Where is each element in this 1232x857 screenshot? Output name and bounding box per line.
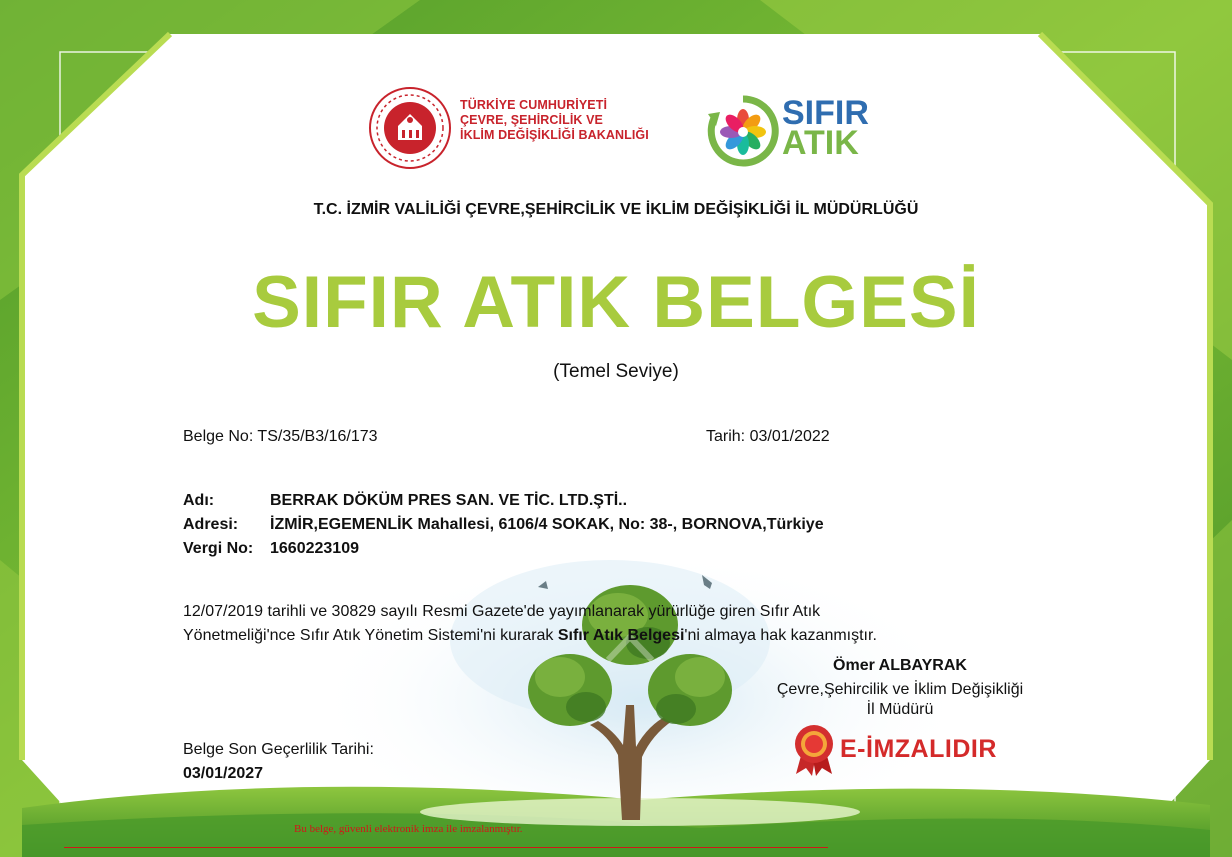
holder-name-label: Adı:: [183, 492, 215, 509]
validity-label: Belge Son Geçerlilik Tarihi:: [183, 741, 374, 758]
statement-line-2: [183, 624, 877, 648]
statement-line-2-start: Yönetmeliği'nce Sıfır Atık Yönetim Sistemi'ni kurarak: [183, 627, 558, 644]
holder-name: BERRAK DÖKÜM PRES SAN. VE TİC. LTD.ŞTİ..: [270, 492, 628, 509]
certificate-date-label: Tarih:: [706, 428, 746, 445]
zero-waste-wordmark: [782, 94, 869, 162]
e-signature-text: E-İMZALIDIR: [840, 735, 997, 763]
statement-line-2-emphasis: Sıfır Atık Belgesi: [557, 627, 685, 644]
certificate-number-label: Belge No:: [183, 428, 254, 445]
ministry-line-3: İKLİM DEĞİŞİKLİĞİ BAKANLIĞI: [460, 128, 649, 142]
signatory-block: [740, 654, 1060, 722]
certificate-level: (Temel Seviye): [553, 361, 679, 382]
signatory-name: Ömer ALBAYRAK: [833, 657, 967, 674]
ministry-line-1: TÜRKİYE CUMHURİYETİ: [460, 98, 608, 112]
holder-address: İZMİR,EGEMENLİK Mahallesi, 6106/4 SOKAK, No: 38-, BORNOVA,Türkiye: [270, 516, 824, 533]
statement-line-1: 12/07/2019 tarihli ve 30829 sayılı Resmi Gazete'de yayımlanarak yürürlüğe giren Sıfır Atık: [183, 603, 821, 620]
validity-date: 03/01/2027: [183, 765, 264, 782]
zero-waste-word-1: SIFIR: [782, 94, 869, 132]
e-signature-seal: [792, 724, 836, 776]
validity-block: [183, 738, 374, 786]
zero-waste-flower-icon: [706, 94, 780, 168]
footer-divider: [64, 847, 828, 848]
ministry-emblem: [368, 86, 452, 170]
zero-waste-word-2: ATIK: [782, 124, 859, 162]
signatory-title-1: Çevre,Şehircilik ve İklim Değişikliği: [776, 681, 1024, 698]
zero-waste-emblem: [706, 94, 780, 168]
electronic-signature-note: Bu belge, güvenli elektronik imza ile imzalanmıştır.: [294, 823, 523, 835]
holder-address-label: Adresi:: [183, 516, 239, 533]
holder-tax-label: Vergi No:: [183, 540, 254, 557]
signatory-title-2: İl Müdürü: [866, 701, 934, 718]
holder-tax-number: 1660223109: [270, 540, 359, 557]
certificate-title: SIFIR ATIK BELGESİ: [252, 262, 980, 343]
ministry-line-2: ÇEVRE, ŞEHİRCİLİK VE: [460, 113, 603, 127]
certificate-date-value: 03/01/2022: [749, 428, 830, 445]
ministry-name: [460, 98, 680, 143]
rosette-icon: [792, 724, 836, 776]
issuing-authority: T.C. İZMİR VALİLİĞİ ÇEVRE,ŞEHİRCİLİK VE İKLİM DEĞİŞİKLİĞİ İL MÜDÜRLÜĞÜ: [313, 201, 919, 218]
certificate-statement: [183, 600, 877, 648]
certificate-number-value: TS/35/B3/16/173: [257, 428, 378, 445]
ministry-seal-icon: [368, 86, 452, 170]
certificate-date: [706, 428, 830, 446]
statement-line-2-end: 'ni almaya hak kazanmıştır.: [684, 627, 877, 644]
certificate-number: [183, 428, 378, 446]
